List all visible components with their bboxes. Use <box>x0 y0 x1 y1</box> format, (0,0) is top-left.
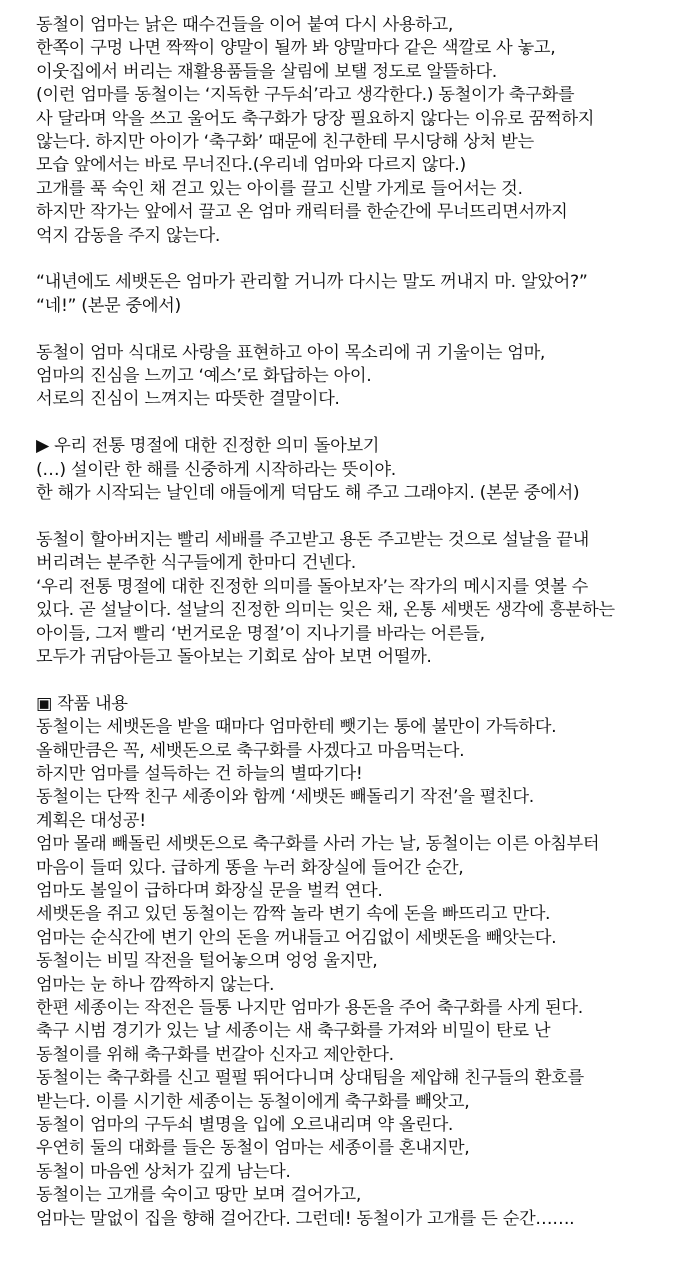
text-line: 하지만 엄마를 설득하는 건 하늘의 별따기다! <box>36 763 363 784</box>
text-line: 동철이 엄마 식대로 사랑을 표현하고 아이 목소리에 귀 기울이는 엄마, <box>36 342 546 363</box>
text-line: 세뱃돈을 쥐고 있던 동철이는 깜짝 놀라 변기 속에 돈을 빠뜨리고 만다. <box>36 904 551 925</box>
text-line: ‘우리 전통 명절에 대한 진정한 의미를 돌아보자’는 작가의 메시지를 엿볼 수 <box>36 576 589 597</box>
paragraph-gap <box>36 669 696 692</box>
text-line: 아이들, 그저 빨리 ‘번거로운 명절’이 지나기를 바라는 어른들, <box>36 623 485 644</box>
text-line: 하지만 작가는 앞에서 끌고 온 엄마 캐릭터를 한순간에 무너뜨리면서까지 <box>36 202 568 223</box>
text-line: ▶ 우리 전통 명절에 대한 진정한 의미 돌아보기 <box>36 436 380 457</box>
text-line: 동철이 엄마의 구두쇠 별명을 입에 오르내리며 약 올린다. <box>36 1115 454 1136</box>
text-line: 동철이는 축구화를 신고 펄펄 뛰어다니며 상대팀을 제압해 친구들의 환호를 <box>36 1068 584 1089</box>
paragraph-gap <box>36 318 696 341</box>
text-line: 우연히 둘의 대화를 들은 동철이 엄마는 세종이를 혼내지만, <box>36 1138 470 1159</box>
text-line: 마음이 들떠 있다. 급하게 똥을 누러 화장실에 들어간 순간, <box>36 857 464 878</box>
paragraph <box>36 271 696 318</box>
text-line: 한편 세종이는 작전은 들통 나지만 엄마가 용돈을 주어 축구화를 사게 된다. <box>36 997 583 1018</box>
text-line: “네!” (본문 중에서) <box>36 295 181 316</box>
text-line: 엄마의 진심을 느끼고 ‘예스’로 화답하는 아이. <box>36 366 372 387</box>
text-line: “내년에도 세뱃돈은 엄마가 관리할 거니까 다시는 말도 꺼내지 마. 알았어?” <box>36 272 588 293</box>
text-line: 엄마도 볼일이 급하다며 화장실 문을 벌컥 연다. <box>36 880 383 901</box>
text-line: 있다. 곧 설날이다. 설날의 진정한 의미는 잊은 채, 온통 세뱃돈 생각에 흥분하는 <box>36 600 615 621</box>
paragraph <box>36 342 696 412</box>
text-line: 동철이를 위해 축구화를 번갈아 신자고 제안한다. <box>36 1044 394 1065</box>
text-line: 엄마 몰래 빼돌린 세뱃돈으로 축구화를 사러 가는 날, 동철이는 이른 아침부터 <box>36 834 600 855</box>
text-line: 서로의 진심이 느껴지는 따뜻한 결말이다. <box>36 389 340 410</box>
text-line: 한 해가 시작되는 날인데 애들에게 덕담도 해 주고 그래야지. (본문 중에서) <box>36 483 580 504</box>
text-line: 모두가 귀담아듣고 돌아보는 기회로 삼아 보면 어떨까. <box>36 646 432 667</box>
text-line: 동철이는 비밀 작전을 털어놓으며 엉엉 울지만, <box>36 951 378 972</box>
text-line: 동철이 마음엔 상처가 깊게 남는다. <box>36 1161 291 1182</box>
text-line: 한쪽이 구멍 나면 짝짝이 양말이 될까 봐 양말마다 같은 색깔로 사 놓고, <box>36 38 556 59</box>
paragraph <box>36 14 696 248</box>
paragraph-gap <box>36 505 696 528</box>
text-line: 계획은 대성공! <box>36 810 146 831</box>
text-line: 억지 감동을 주지 않는다. <box>36 225 221 246</box>
text-line: 동철이는 세뱃돈을 받을 때마다 엄마한테 뺏기는 통에 불만이 가득하다. <box>36 717 557 738</box>
text-line: (…) 설이란 한 해를 신중하게 시작하라는 뜻이야. <box>36 459 396 480</box>
text-line: 엄마는 눈 하나 깜짝하지 않는다. <box>36 974 275 995</box>
text-line: 사 달라며 악을 쓰고 울어도 축구화가 당장 필요하지 않다는 이유로 꿈쩍하지 <box>36 108 595 129</box>
text-line: 버리려는 분주한 식구들에게 한마디 건넨다. <box>36 553 356 574</box>
text-line: 모습 앞에서는 바로 무너진다.(우리네 엄마와 다르지 않다.) <box>36 155 466 176</box>
document-body <box>36 14 696 1231</box>
text-line: 고개를 푹 숙인 채 걷고 있는 아이를 끌고 신발 가게로 들어서는 것. <box>36 178 523 199</box>
text-line: ▣ 작품 내용 <box>36 693 128 714</box>
text-line: 동철이 할아버지는 빨리 세배를 주고받고 용돈 주고받는 것으로 설날을 끝내 <box>36 529 589 550</box>
text-line: 엄마는 말없이 집을 향해 걸어간다. 그런데! 동철이가 고개를 든 순간……. <box>36 1208 575 1229</box>
paragraph-gap <box>36 248 696 271</box>
text-line: (이런 엄마를 동철이는 ‘지독한 구두쇠’라고 생각한다.) 동철이가 축구화를 <box>36 85 575 106</box>
text-line: 동철이는 단짝 친구 세종이와 함께 ‘세뱃돈 빼돌리기 작전’을 펼친다. <box>36 787 534 808</box>
paragraph-gap <box>36 412 696 435</box>
text-line: 축구 시범 경기가 있는 날 세종이는 새 축구화를 가져와 비밀이 탄로 난 <box>36 1021 551 1042</box>
paragraph <box>36 693 696 1231</box>
text-line: 엄마는 순식간에 변기 안의 돈을 꺼내들고 어김없이 세뱃돈을 빼앗는다. <box>36 927 557 948</box>
text-line: 올해만큼은 꼭, 세뱃돈으로 축구화를 사겠다고 마음먹는다. <box>36 740 465 761</box>
paragraph <box>36 435 696 505</box>
text-line: 않는다. 하지만 아이가 ‘축구화’ 때문에 친구한테 무시당해 상처 받는 <box>36 132 534 153</box>
text-line: 동철이는 고개를 숙이고 땅만 보며 걸어가고, <box>36 1185 362 1206</box>
paragraph <box>36 529 696 669</box>
text-line: 받는다. 이를 시기한 세종이는 동철이에게 축구화를 빼앗고, <box>36 1091 470 1112</box>
text-line: 동철이 엄마는 낡은 때수건들을 이어 붙여 다시 사용하고, <box>36 15 454 35</box>
text-line: 이웃집에서 버리는 재활용품들을 살림에 보탤 정도로 알뜰하다. <box>36 61 497 82</box>
